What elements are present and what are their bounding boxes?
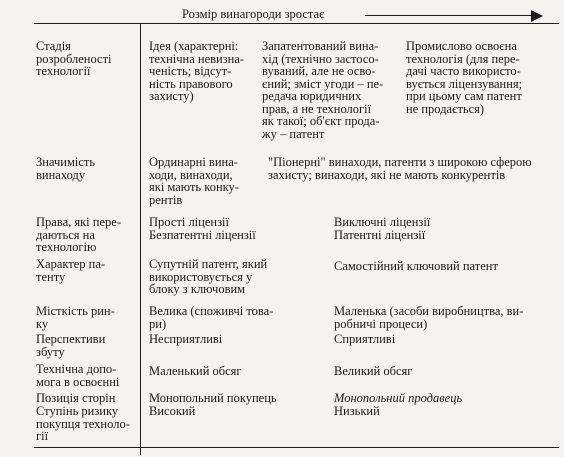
cell-stage-idea: Ідея (характерні: технічна невизна- ченість; відсут- ність правового захисту)	[149, 39, 245, 103]
row-label-risk: Ступінь ризику покупця техноло- гії	[36, 404, 130, 443]
cell-significance-ordinary: Ординарні вина- ходи, винаходи, які мають конку- рентів	[149, 155, 239, 207]
row-label-positions: Позиція сторін	[36, 391, 116, 405]
cell-stage-patented: Запатентований вина- хід (технічно застосо- вуваний, але не осво- єний; зміст угоди – пе- редача юридичних прав, а не технології як такої; об'єкт прода- жу – патент	[262, 39, 384, 141]
cell-sales-favorable: Сприятливі	[334, 332, 396, 346]
header-title: Розмір винагороди зростає	[182, 7, 325, 21]
row-label-sales-prospects: Перспективи збуту	[36, 332, 106, 359]
cell-help-large: Великий обсяг	[334, 364, 413, 378]
cell-help-small: Маленький обсяг	[149, 364, 242, 378]
column-divider	[140, 23, 141, 455]
cell-risk-low: Низький	[334, 404, 380, 418]
row-label-stage: Стадія розробленості технології	[36, 39, 112, 78]
cell-patent-key: Самостійний ключовий патент	[334, 259, 498, 273]
cell-stage-industrial: Промислово освоєна технологія (для пере- дачі часто використо- вується ліцензування; при цьому сам патент не продається)	[406, 39, 523, 116]
row-label-significance: Значимість винаходу	[36, 155, 96, 182]
table-bottom-rule	[34, 447, 559, 448]
arrow-line	[365, 15, 535, 16]
row-label-tech-help: Технічна допо- мога в освоєнні	[36, 362, 120, 389]
row-label-rights: Права, які пере- даються на технологію	[36, 215, 121, 254]
cell-significance-pioneer: "Піонерні" винаходи, патенти з широкою сферою захисту; винаходи, які не мають конкурентів	[268, 155, 532, 182]
cell-risk-high: Високий	[149, 404, 196, 418]
cell-market-large: Велика (споживчі това- ри)	[149, 304, 274, 331]
cell-position-buyer: Монопольний покупець	[149, 391, 277, 405]
arrow-right-icon	[531, 10, 543, 22]
cell-patent-companion: Супутній патент, який використовується у блоку з ключовим	[149, 257, 268, 296]
row-label-patent-nature: Характер па- тенту	[36, 257, 106, 284]
table-top-rule	[34, 23, 559, 24]
cell-position-seller: Монопольний продавець	[334, 391, 463, 405]
row-label-market-capacity: Місткість рин- ку	[36, 304, 115, 331]
cell-sales-unfavorable: Несприятливі	[149, 332, 223, 346]
cell-rights-simple: Прості ліцензії Безпатентні ліцензії	[149, 215, 256, 242]
cell-market-small: Маленька (засоби виробництва, ви- робничі процеси)	[334, 304, 524, 331]
cell-rights-exclusive: Виключні ліцензії Патентні ліцензії	[334, 215, 431, 242]
